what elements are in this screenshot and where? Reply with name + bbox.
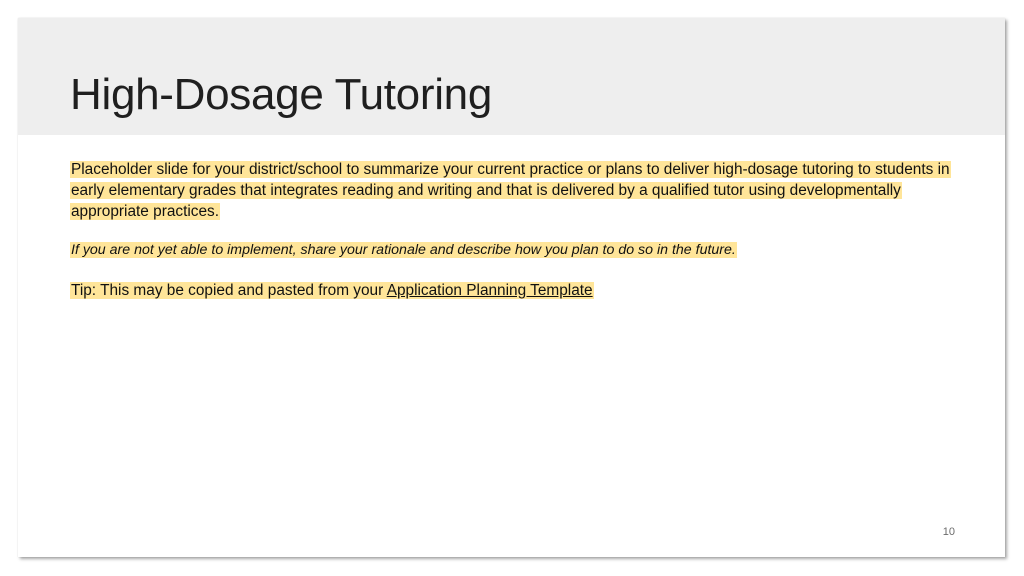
title-band	[18, 18, 1005, 135]
intro-paragraph	[70, 159, 970, 222]
page-number: 10	[942, 526, 955, 538]
tip-prefix: Tip: This may be copied and pasted from your	[71, 282, 387, 299]
note-text: If you are not yet able to implement, share your rationale and describe how you plan to do so in the future.	[71, 242, 736, 258]
application-planning-template-link[interactable]: Application Planning Template	[386, 282, 593, 299]
slide	[18, 18, 1005, 557]
slide-title: High-Dosage Tutoring	[70, 70, 493, 119]
slide-body	[70, 159, 970, 301]
tip-paragraph	[70, 280, 970, 301]
note-paragraph	[70, 240, 970, 261]
tip-highlight	[70, 282, 594, 299]
intro-text: Placeholder slide for your district/school to summarize your current practice or plans to deliver high-dosage tutoring to students in early elementary grades that integrates reading and writing and that is delivered by a qualified tutor using developmentally appropriate practices.	[71, 161, 950, 220]
